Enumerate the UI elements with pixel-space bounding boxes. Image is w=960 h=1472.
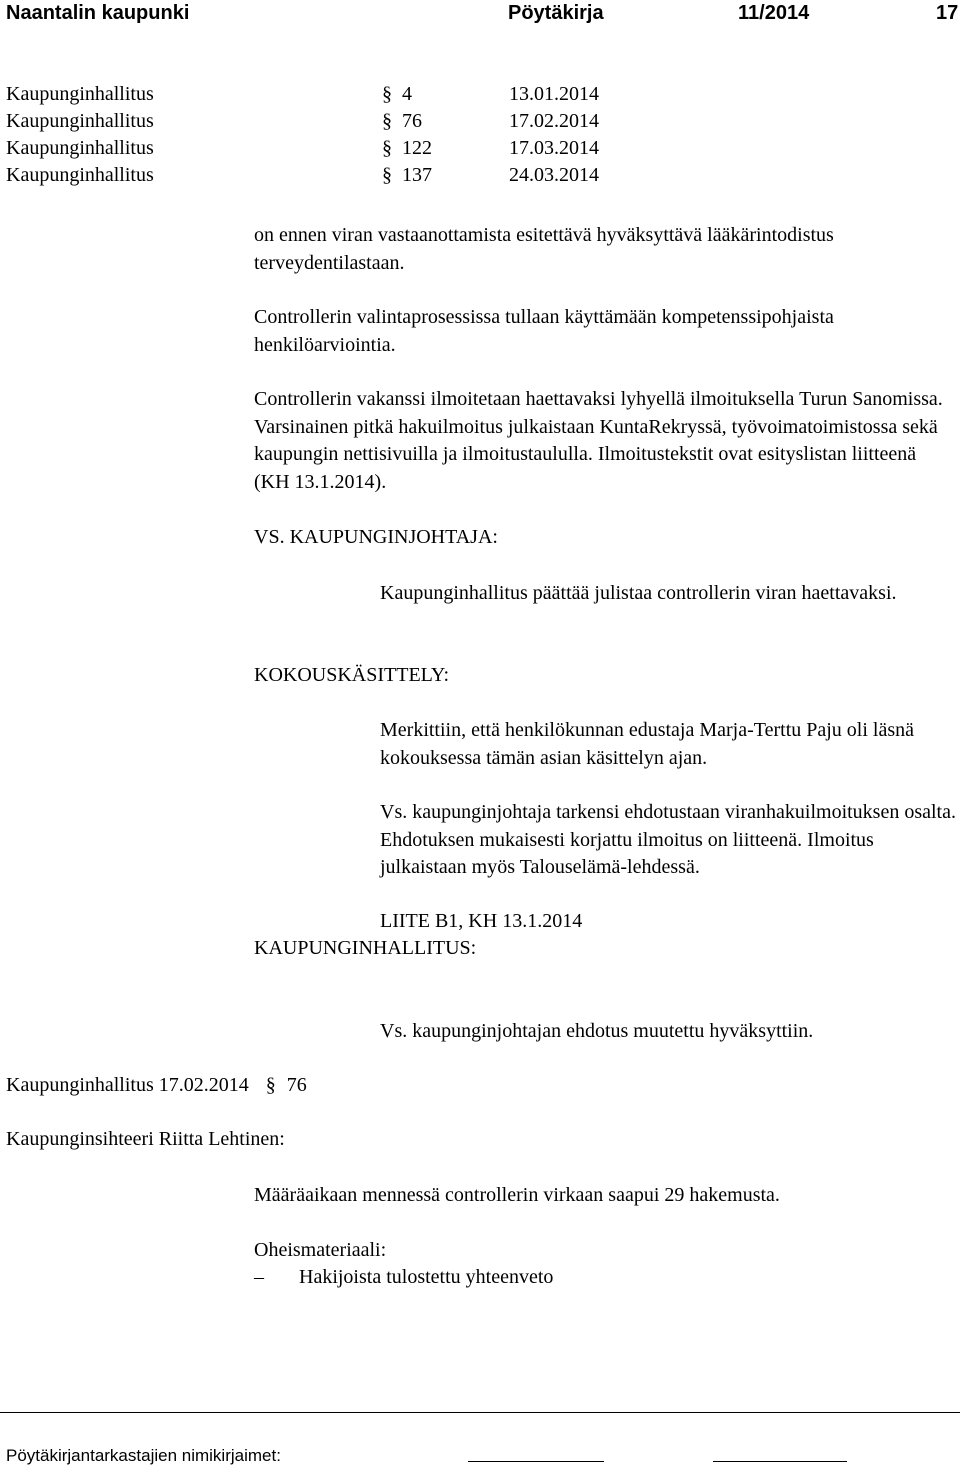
org-name: Naantalin kaupunki: [6, 2, 190, 24]
paragraph-health-certificate: [254, 222, 934, 277]
materials-item: [254, 1264, 553, 1291]
history-body: Kaupunginhallitus: [6, 137, 154, 159]
list-dash: –: [254, 1266, 264, 1288]
paragraph-text: on ennen viran vastaanottamista esitettävä hyväksyttävä lääkärintodistus terveydentilastaan.: [254, 224, 834, 274]
history-body: Kaupunginhallitus: [6, 110, 154, 132]
history-date: 24.03.2014: [509, 164, 599, 186]
history-number: 4: [402, 83, 412, 105]
section-mark: §: [382, 110, 392, 132]
section-reference: [6, 1072, 307, 1099]
section-reference-number: 76: [286, 1074, 307, 1096]
section-mark: §: [382, 137, 392, 159]
history-date: 17.03.2014: [509, 137, 599, 159]
history-body: Kaupunginhallitus: [6, 164, 154, 186]
signatures-label: Pöytäkirjantarkastajien nimikirjaimet:: [6, 1446, 281, 1465]
label-city-board: KAUPUNGINHALLITUS:: [254, 937, 477, 959]
paragraph-vacancy-announcement: [254, 386, 954, 496]
history-number: 76: [402, 110, 422, 132]
page-number: 17: [936, 2, 959, 24]
section-mark: §: [265, 1074, 276, 1096]
section-mark: §: [382, 83, 392, 105]
paragraph-text: Controllerin valintaprosessissa tullaan käyttämään kompetenssipohjaista henkilöarviointia.: [254, 306, 834, 356]
proposal-text: Kaupunginhallitus päättää julistaa controllerin viran haettavaksi.: [380, 582, 897, 604]
signature-line: [713, 1461, 847, 1462]
footer-divider: [0, 1412, 960, 1413]
doc-type: Pöytäkirja: [508, 2, 604, 24]
history-number: 137: [402, 164, 432, 186]
secretary-label: Kaupunginsihteeri Riitta Lehtinen:: [6, 1128, 285, 1150]
label-meeting-handling: KOKOUSKÄSITTELY:: [254, 664, 450, 686]
materials-item-text: Hakijoista tulostettu yhteenveto: [299, 1266, 554, 1288]
proposal: [380, 580, 940, 608]
issue-number: 11/2014: [738, 2, 810, 24]
section-reference-body: Kaupunginhallitus 17.02.2014: [6, 1074, 249, 1096]
history-date: 17.02.2014: [509, 110, 599, 132]
materials-label: Oheismateriaali:: [254, 1239, 387, 1261]
paragraph-text: Controllerin vakanssi ilmoitetaan haettavaksi lyhyellä ilmoituksella Turun Sanomissa. Varsinainen pitkä hakuilmoitus julkaistaan KuntaRekryssä, työvoimatoimistossa sekä kaupungin nettisivuilla ja ilmoitustaululla. Ilmoitustekstit ovat esityslistan liitteenä (KH 13.1.2014).: [254, 388, 943, 493]
history-date: 13.01.2014: [509, 83, 599, 105]
section-mark: §: [382, 164, 392, 186]
label-acting-city-manager: VS. KAUPUNGINJOHTAJA:: [254, 526, 498, 548]
history-number: 122: [402, 137, 432, 159]
signature-line: [468, 1461, 604, 1462]
paragraph-selection-process: [254, 304, 944, 359]
history-body: Kaupunginhallitus: [6, 83, 154, 105]
attachment-reference: LIITE B1, KH 13.1.2014: [380, 910, 583, 932]
meeting-note-1: [380, 717, 955, 772]
meeting-note-text: Vs. kaupunginjohtaja tarkensi ehdotustaan viranhakuilmoituksen osalta. Ehdotuksen mukaisesti korjattu ilmoitus on liitteenä. Ilmoitus julkaistaan myös Talouselämä-lehdessä.: [380, 801, 956, 878]
meeting-note-2: [380, 799, 960, 882]
applications-received: Määräaikaan mennessä controllerin virkaan saapui 29 hakemusta.: [254, 1184, 780, 1206]
decision: Vs. kaupunginjohtajan ehdotus muutettu hyväksyttiin.: [380, 1020, 814, 1042]
meeting-note-text: Merkittiin, että henkilökunnan edustaja Marja-Terttu Paju oli läsnä kokouksessa tämän asian käsittelyn ajan.: [380, 719, 915, 769]
